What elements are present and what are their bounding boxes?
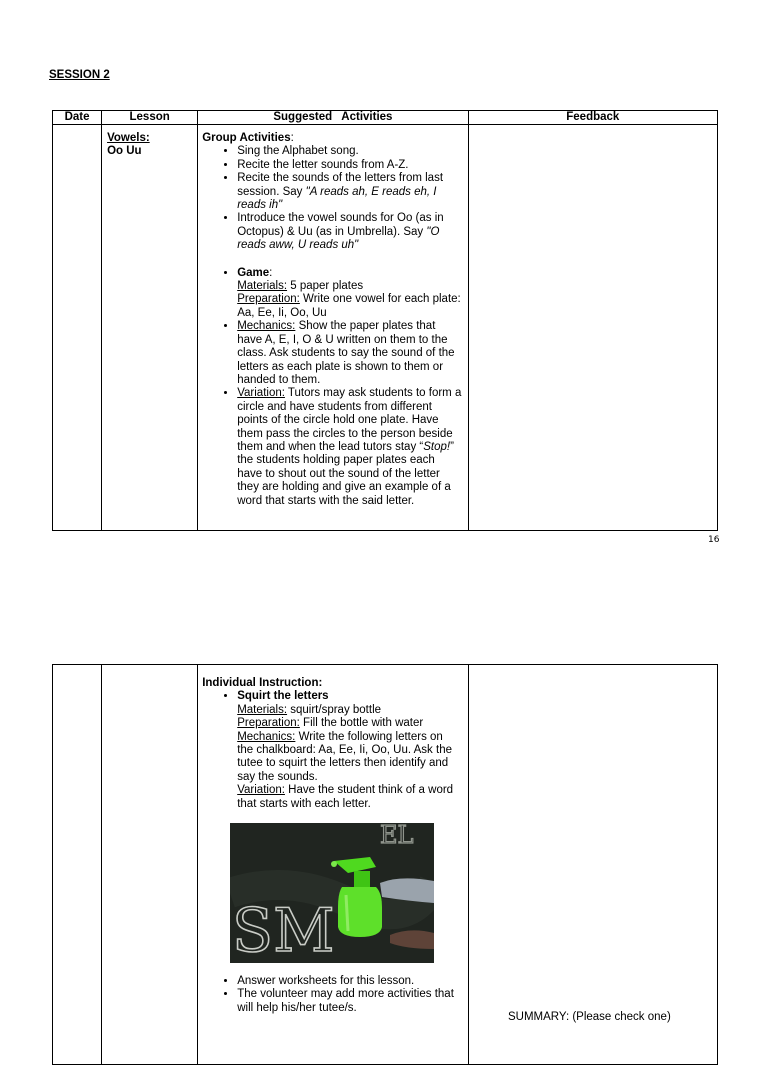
feedback-cell — [468, 125, 717, 531]
game-item: • Game: Materials: 5 paper plates Preparation: Write one vowel for each plate: Aa, Ee, Ii, Oo, Uu — [237, 267, 461, 321]
game-list — [202, 267, 461, 508]
chalk-letters: SM — [232, 896, 335, 964]
session-table-page-1 — [52, 110, 718, 531]
header-date: Date — [53, 111, 102, 125]
list-item: • Recite the letter sounds from A-Z. — [237, 159, 461, 172]
lesson-cell — [102, 125, 198, 531]
list-item: • The volunteer may add more activities that will help his/her tutee/s. — [237, 988, 461, 1015]
photo-illustration — [230, 823, 434, 963]
activities-cell — [198, 125, 468, 531]
list-item: • Sing the Alphabet song. — [237, 145, 461, 158]
list-item: • Introduce the vowel sounds for Oo (as in Octopus) & Uu (as in Umbrella). Say "O reads aww, U reads uh" — [237, 212, 461, 252]
lesson-subtitle: Oo Uu — [107, 145, 142, 158]
list-item: • Answer worksheets for this lesson. — [237, 975, 461, 988]
header-lesson: Lesson — [102, 111, 198, 125]
header-activities: Suggested Activities — [198, 111, 468, 125]
session-table-page-2 — [52, 664, 718, 1065]
summary-label: SUMMARY: (Please check one) — [508, 1011, 671, 1023]
game-variation: • Variation: Tutors may ask students to form a circle and have students from different points of the circle hold one plate. Have them pass the circles to the person beside them and when the lead tutors stay “Stop!” the students holding paper plates each have to shout out the sound of the letter they are holding and give an example of a word that starts with the said letter. — [237, 387, 461, 508]
feedback-cell — [468, 665, 717, 1065]
individual-list — [202, 690, 461, 811]
session-title: SESSION 2 — [49, 69, 110, 81]
squirt-item: • Squirt the letters Materials: squirt/spray bottle Preparation: Fill the bottle with water Mechanics: Write the following letters on the chalkboard: Aa, Ee, Ii, Oo, Uu. Ask the tutee to squirt the letters then identify and say the sounds. Variation: Have the student think of a word that starts with each letter. — [237, 690, 461, 811]
table-row — [53, 125, 718, 531]
chalk-letters-top: EL — [380, 823, 414, 850]
date-cell — [53, 665, 102, 1065]
group-activities-heading: Group Activities: — [202, 132, 294, 144]
activities-cell — [198, 665, 468, 1065]
lesson-title: Vowels: — [107, 132, 150, 144]
group-activities-list — [202, 145, 461, 252]
spray-bottle-photo — [230, 823, 434, 963]
lesson-cell — [102, 665, 198, 1065]
after-photo-list — [202, 975, 461, 1015]
table-row — [53, 665, 718, 1065]
page-number: 16 — [708, 535, 720, 545]
header-feedback: Feedback — [468, 111, 717, 125]
list-item: • Recite the sounds of the letters from last session. Say "A reads ah, E reads eh, I reads ih" — [237, 172, 461, 212]
individual-instruction-heading: Individual Instruction: — [202, 677, 323, 689]
date-cell — [53, 125, 102, 531]
game-mechanics: • Mechanics: Show the paper plates that have A, E, I, O & U written on them to the class. Ask students to say the sound of the letters as each plate is shown to them or handed to them. — [237, 320, 461, 387]
table-header-row — [53, 111, 718, 125]
